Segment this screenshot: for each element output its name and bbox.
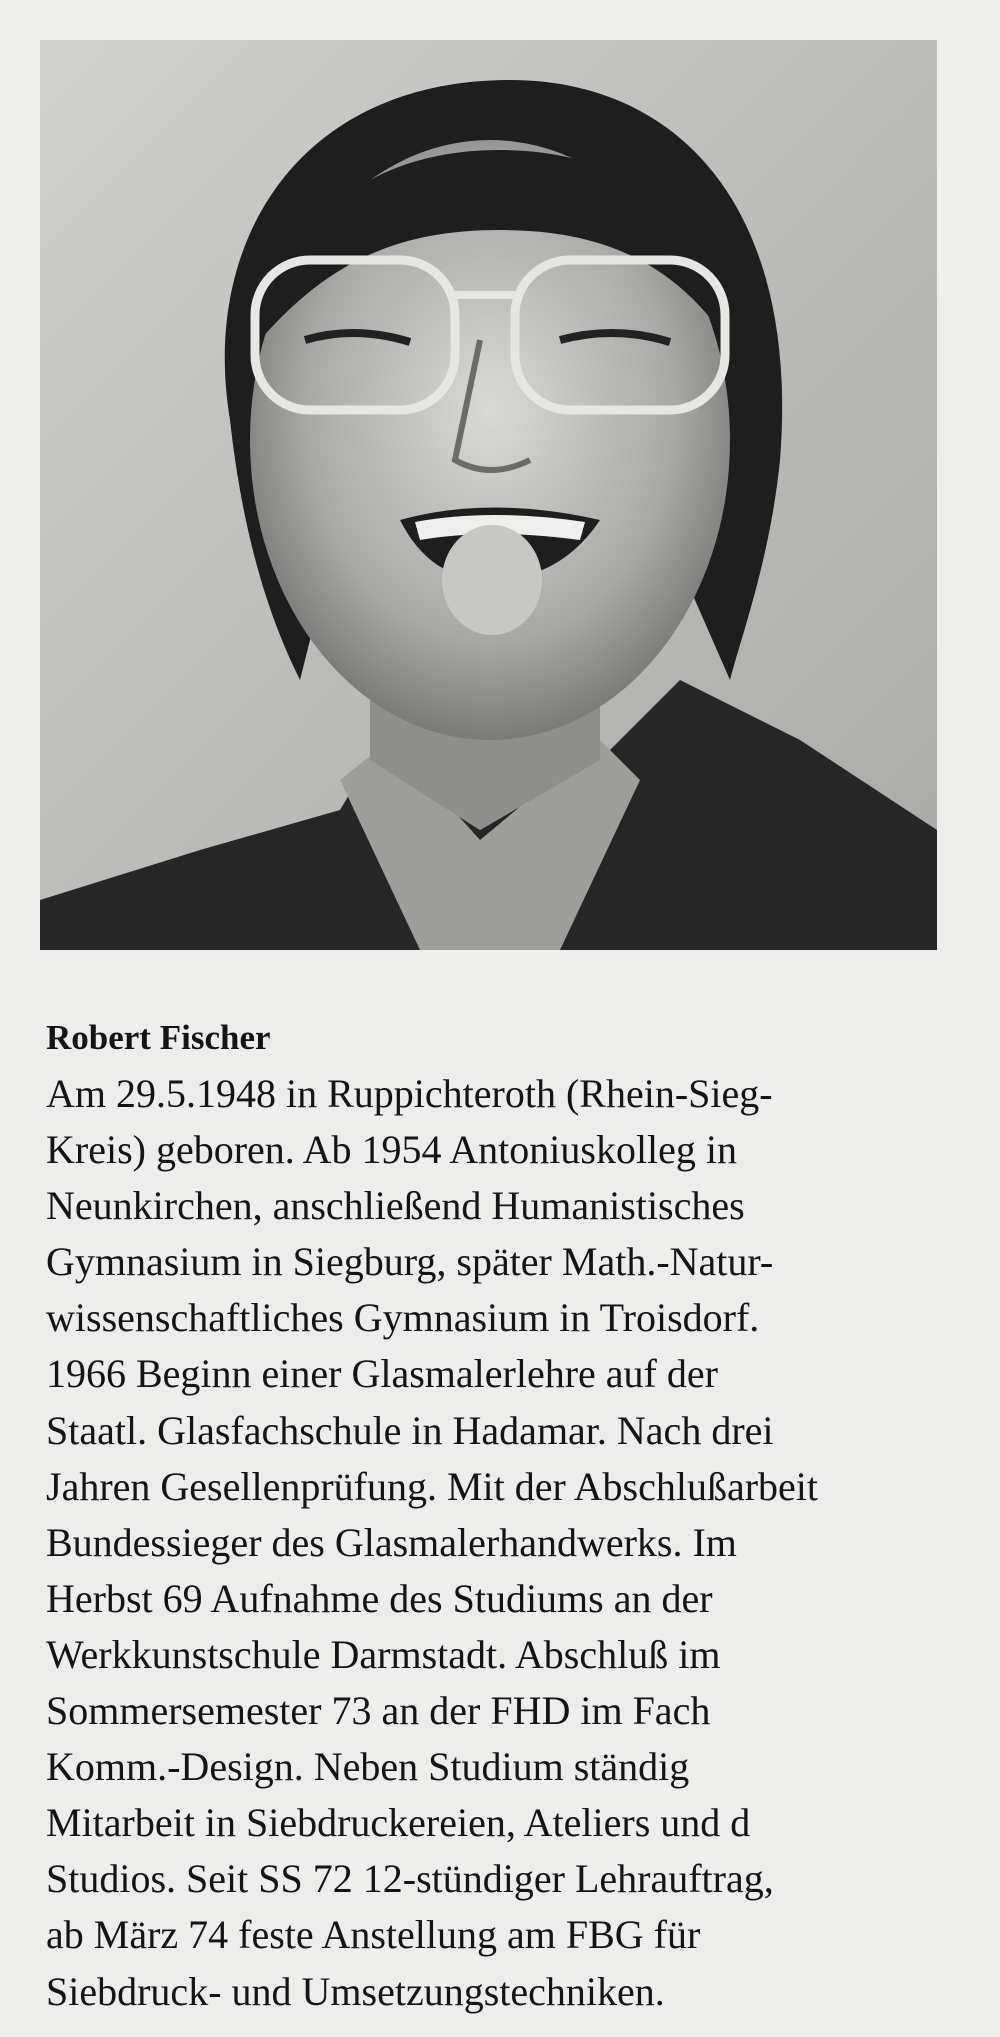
person-name: Robert Fischer xyxy=(46,1018,271,1057)
bio-line: Staatl. Glasfachschule in Hadamar. Nach drei xyxy=(46,1407,774,1453)
bio-line: Kreis) geboren. Ab 1954 Antoniuskolleg in xyxy=(46,1127,738,1173)
bio-line: Sommersemester 73 an der FHD im Fach xyxy=(46,1688,711,1734)
bio-line: Bundessieger des Glasmalerhandwerks. Im xyxy=(46,1519,737,1565)
bio-line: Siebdruck- und Umsetzungstechniken. xyxy=(46,1968,665,2014)
bio-line: wissenschaftliches Gymnasium in Troisdorf. xyxy=(46,1295,760,1341)
portrait-photo xyxy=(40,40,937,950)
bio-line: Mitarbeit in Siebdruckereien, Ateliers und d xyxy=(46,1800,751,1846)
bio-line: Jahren Gesellenprüfung. Mit der Abschlußarbeit xyxy=(46,1463,819,1509)
bio-line: Komm.-Design. Neben Studium ständig xyxy=(46,1744,690,1790)
bio-line: Werkkunstschule Darmstadt. Abschluß im xyxy=(46,1631,721,1677)
bio-line: ab März 74 feste Anstellung am FBG für xyxy=(46,1912,701,1958)
caption xyxy=(46,1010,991,2020)
bio-line: Neunkirchen, anschließend Humanistisches xyxy=(46,1183,745,1229)
bio-line: Am 29.5.1948 in Ruppichteroth (Rhein-Sieg- xyxy=(46,1071,773,1116)
bio-line: Herbst 69 Aufnahme des Studiums an der xyxy=(46,1575,713,1621)
bio-line: 1966 Beginn einer Glasmalerlehre auf der xyxy=(46,1351,718,1397)
bio-line: Studios. Seit SS 72 12-stündiger Lehrauftrag, xyxy=(46,1856,774,1902)
bio-line: Gymnasium in Siegburg, später Math.-Natur- xyxy=(46,1239,774,1285)
